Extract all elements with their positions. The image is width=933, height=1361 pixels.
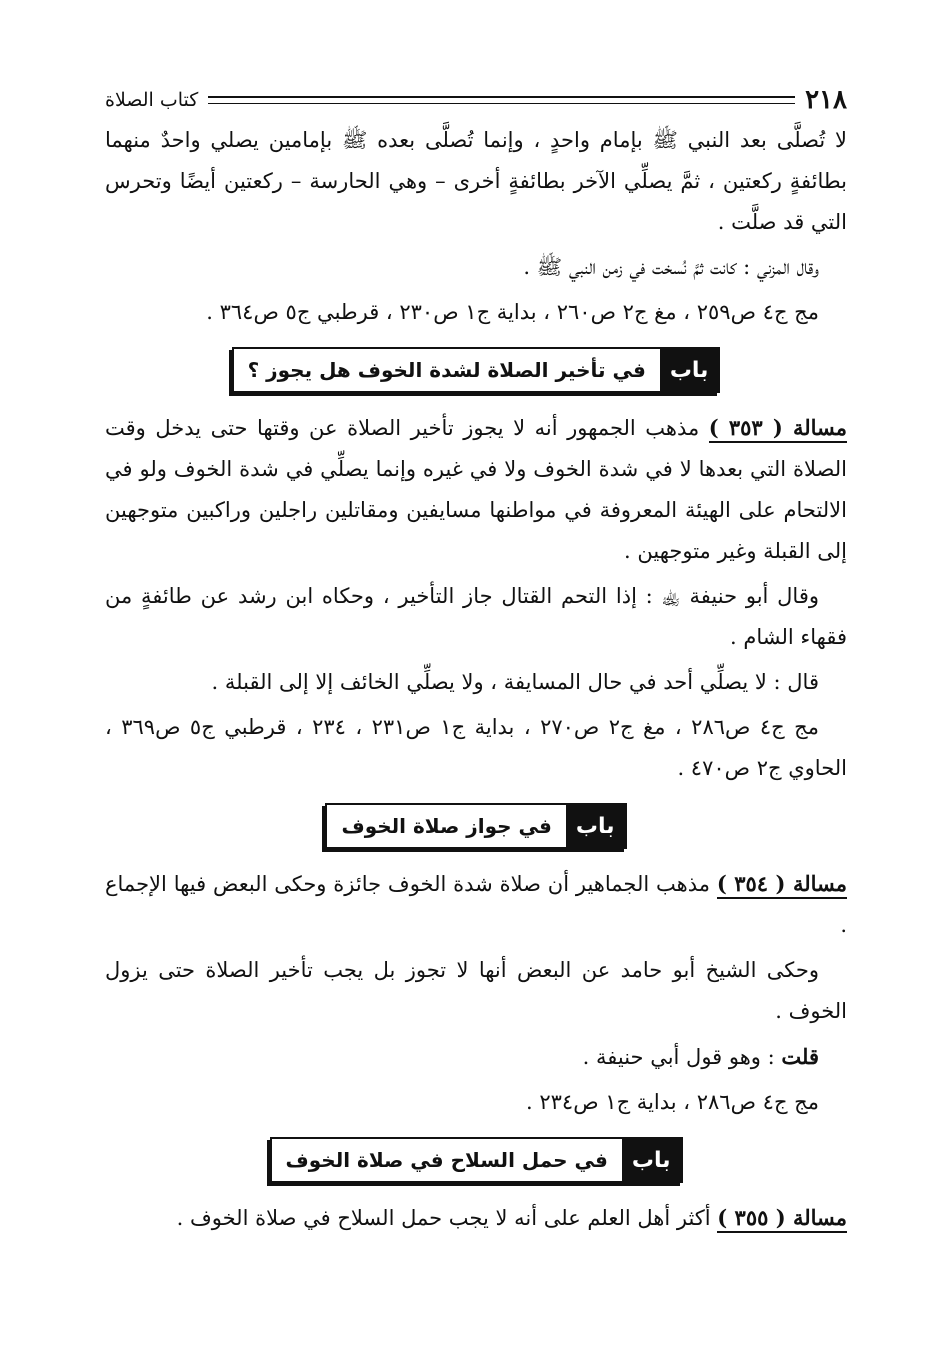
reference-line: مج ج٤ ص٢٨٦ ، بداية ج١ ص٢٣٤ .: [526, 1090, 819, 1114]
chapter-label: باب: [660, 349, 719, 391]
issue-number: مسالة ( ٣٥٥ ): [717, 1205, 847, 1233]
issue-number: مسالة ( ٣٥٣ ): [709, 415, 847, 443]
header-rule: [208, 96, 795, 104]
paragraph-qala: قال : لا يصلِّي أحد في حال المسايفة ، ولا يصلِّي الخائف إلا إلى القبلة .: [211, 670, 819, 694]
paragraph-qultu: [105, 1036, 847, 1078]
qultu-text: : وهو قول أبي حنيفة .: [582, 1045, 782, 1069]
paragraph-abu-hanifa: وقال أبو حنيفة ﵀ : إذا التحم القتال جاز التأخير ، وحكاه ابن رشد عن طائفةٍ من فقهاء الشام .: [105, 584, 847, 649]
chapter-label: باب: [622, 1139, 681, 1181]
chapter-label: باب: [566, 805, 625, 847]
issue-text: مذهب الجماهير أن صلاة شدة الخوف جائزة وحكى البعض فيها الإجماع .: [105, 872, 847, 937]
issue-paragraph: [105, 407, 847, 572]
reference-line: مج ج٤ ص٢٥٩ ، مغ ج٢ ص٢٦٠ ، بداية ج١ ص٢٣٠ ، قرطبي ج٥ ص٣٦٤ .: [206, 300, 819, 324]
book-title: كتاب الصلاة: [105, 89, 199, 111]
issue-number: مسالة ( ٣٥٤ ): [717, 871, 847, 899]
reference-line: مج ج٤ ص٢٨٦ ، مغ ج٢ ص٢٧٠ ، بداية ج١ ص٢٣١ ، ٢٣٤ ، قرطبي ج٥ ص٣٦٩ ، الحاوي ج٢ ص٤٧٠ .: [105, 715, 847, 780]
chapter-title: في جواز صلاة الخوف: [341, 814, 552, 838]
chapter-heading: [325, 803, 626, 849]
chapter-title: في تأخير الصلاة لشدة الخوف هل يجوز ؟: [247, 358, 646, 382]
qultu-label: قلت: [781, 1044, 819, 1069]
chapter-heading: [232, 347, 721, 393]
issue-paragraph: [105, 863, 847, 946]
chapter-title: في حمل السلاح في صلاة الخوف: [285, 1148, 608, 1172]
running-head: [105, 80, 847, 120]
issue-text: أكثر أهل العلم على أنه لا يجب حمل السلاح في صلاة الخوف .: [176, 1206, 718, 1230]
paragraph-abu-hamid: وحكى الشيخ أبو حامد عن البعض أنها لا تجوز بل يجب تأخير الصلاة حتى يزول الخوف .: [105, 958, 847, 1023]
paragraph-muzani: وقال المزني : كانت ثمَّ نُسخت في زمن النبي ﷺ .: [523, 255, 819, 279]
page-content: [105, 80, 847, 1239]
page-number: ٢١٨: [805, 85, 847, 115]
chapter-heading: [270, 1137, 683, 1183]
issue-text: مذهب الجمهور أنه لا يجوز تأخير الصلاة عن وقتها حتى يدخل وقت الصلاة التي بعدها لا في شدة الخوف ولا في غيره وإنما يصلِّي في شدة الخوف ولو في الالتحام على الهيئة المعروفة في مواطنها مسايفين ومقاتلين راجلين وراكبين متوجهين إلى القبلة وغير متوجهين .: [105, 416, 847, 563]
issue-paragraph: [105, 1197, 847, 1239]
paragraph-continued: لا تُصلَّى بعد النبي ﷺ بإمام واحدٍ ، وإنما تُصلَّى بعده ﷺ بإمامين يصلي واحدٌ منهما بطائفةٍ ركعتين ، ثمَّ يصلِّي الآخر بطائفةٍ أخرى – وهي الحارسة – ركعتين أيضًا وتحرس التي قد صلَّت .: [105, 128, 847, 234]
